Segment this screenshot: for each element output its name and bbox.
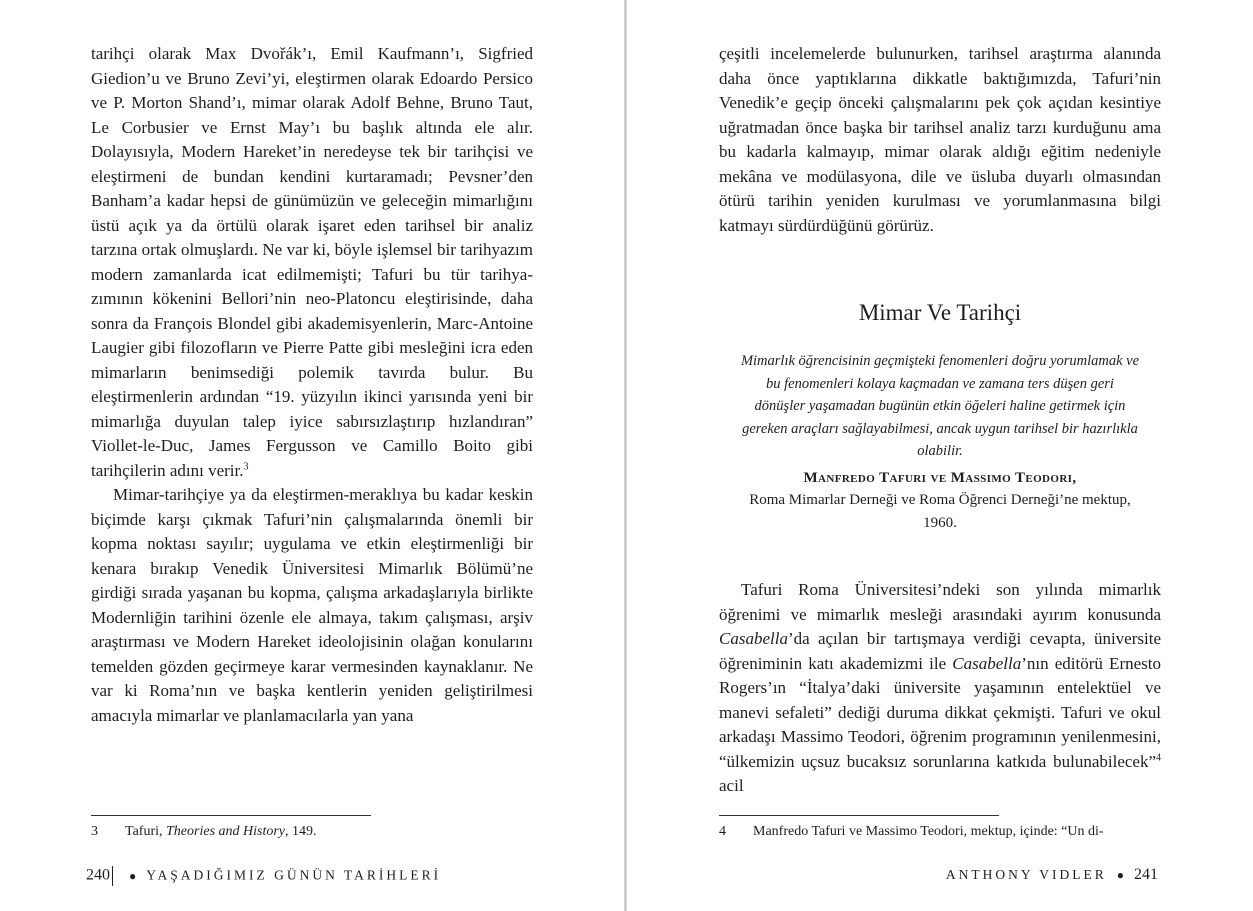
footnote-number: 3 xyxy=(91,824,98,839)
footnote-title: Theories and History xyxy=(166,824,286,839)
footnote-ref-3: 3 xyxy=(243,460,249,472)
left-running-footer xyxy=(86,866,441,886)
section-heading: Mimar Ve Tarihçi xyxy=(858,300,1022,325)
page-number: 241 xyxy=(1134,866,1158,883)
page-number: 240 xyxy=(86,866,110,884)
left-footnote: 3 Tafuri, Theories and History, 149. xyxy=(91,822,533,842)
right-body-text-top xyxy=(719,42,1161,238)
epigraph-source: Roma Mimarlar Derneği ve Roma Öğrenci Derneği’ne mektup, 1960. xyxy=(749,492,1131,531)
bullet-icon: ● xyxy=(1116,868,1124,883)
right-page xyxy=(627,0,1253,911)
bullet-icon: ● xyxy=(129,868,137,883)
footnote-rule xyxy=(719,815,999,816)
right-paragraph-1: çeşitli incelemelerde bulunurken, tarihsel araştırma alanında daha önce yaptıklarına dikkatle baktığımızda, Tafuri’nin Venedik’e geçip önceki çalışmalarını pek çok açıdan kesintiye uğratmadan önce başka bir tarihsel analiz tarzı kurduğunu ama bu kadarla kalmayıp, mimar olarak aldığı eğitim nedeniyle mekâna ve modülasyona, dile ve üsluba duyarlı olmasından ötürü tarihin yeniden kurulması ve yorumlanmasına bilgi katmayı sürdürdüğünü görürüz. xyxy=(719,44,1161,235)
left-page xyxy=(0,0,624,911)
running-title: ANTHONY VIDLER xyxy=(945,867,1107,882)
right-body-text-bottom xyxy=(719,578,1161,799)
left-paragraph-1: tarihçi olarak Max Dvořák’ı, Emil Kaufmann’ı, Sigfried Giedion’u ve Bruno Zevi’yi, eleştirmen olarak Edoardo Persico ve P. Morton Shand’ı, mimar olarak Adolf Behne, Bruno Taut, Le Corbusier ve Ernst May’ı bu başlık altında ele alır. Dolayısıyla, Modern Hareket’in neredeyse tek bir tarihçisi ve eleştirmeni de bundan kendini kurtaramadı; Pevsner’den Banham’a kadar hepsi de günümüzün ve geleceğin mimarlığını üstü açık ya da örtülü olarak işaret eden tarihsel bir analiz tarzına ortak olmuşlardı. Ne var ki, böyle işlemsel bir tarihyazım modern zamanlarda icat edilmemişti; Tafuri bu tür tarihyazımının kökenini Bellori’nin neo-Platoncu eleştirisinde, daha sonra da François Blondel gibi akademisyenlerin, Marc-Antoine Laugier gibi filozofların ve Pierre Patte gibi mesleğini icra eden mimarların benimsediği polemik tavırda bulur. Bu eleştirmenlerin ardından “19. yüzyılın ikinci yarısında yeni bir mimarlığa duyulan talep iyice sabırsızlaştırıp hızlandıran” Viollet-le-Duc, James Fergusson ve Camillo Boito gibi tarihçilerin adını verir.$^3$ xyxy=(91,44,533,480)
divider xyxy=(112,866,113,886)
footnote-number: 4 xyxy=(719,824,726,839)
right-paragraph-2: Tafuri Roma Üniversitesi’ndeki son yılında mimarlık öğrenimi ve mimarlık mesleği arasındaki ayırım konusunda Casabella’da açılan bir tartışmaya verdiği cevapta, üniversite öğreniminin katı akademizmi ile Casabella’nın editörü Ernesto Rogers’ın “İtalya’daki üniversite yaşamının entelektüel ve manevi sefaleti” dediği duruma dikkat çekmişti. Tafuri ve okul arkadaşı Massimo Teodori, öğrenim programının yenilenmesini, “ülkemizin uçsuz bucaksız sorunlarına katkıda bulunabilecek”$^4$ acil xyxy=(719,580,1161,795)
right-running-footer xyxy=(946,866,1158,884)
footnote-ref-4: 4 xyxy=(1156,751,1161,763)
left-paragraph-2: Mimar-tarihçiye ya da eleştirmen-meraklıya bu kadar keskin biçimde karşı çıkmak Tafuri’nin çalışmalarında önemli bir kopma noktası sayılır; uygulama ve etkin eleştirmenliği bir kenara bırakıp Venedik Üniversitesi Mimarlık Bölümü’ne girdiği sırada yaşanan bu kopma, çalışma arkadaşlarıyla birlikte Modernliğin tarihini özenle ele almaya, takım çalışması, arşiv araştırması ve Modern Hareket ideolojisinin olağan konularını temelden gözden geçirmeye karar vermesinden kaynaklanır. Ne var ki Roma’nın ve başka kentlerin yeniden geliştirilmesi amacıyla mimarlar ve planlamacılarla yan yana xyxy=(91,485,533,725)
footnote-rule xyxy=(91,815,371,816)
running-title: YAŞADIĞIMIZ GÜNÜN TARİHLERİ xyxy=(146,867,442,883)
epigraph-author: Manfredo Tafuri ve Massimo Teodori, xyxy=(803,469,1077,486)
epigraph xyxy=(739,350,1141,534)
right-footnote: 4 Manfredo Tafuri ve Massimo Teodori, mektup, içinde: “Un di- xyxy=(719,822,1161,842)
left-body-text xyxy=(91,42,533,728)
epigraph-quote: Mimarlık öğrencisinin geçmişteki fenomenleri doğru yorumlamak ve bu fenomenleri kolaya kaçmadan ve zamana ters düşen geri dönüşler yaşamadan bugünün etkin öğeleri haline getirmek için gereken araçları sağlayabilmesi, ancak uygun tarihsel bir hazırlıkla olabilir. xyxy=(740,353,1140,459)
